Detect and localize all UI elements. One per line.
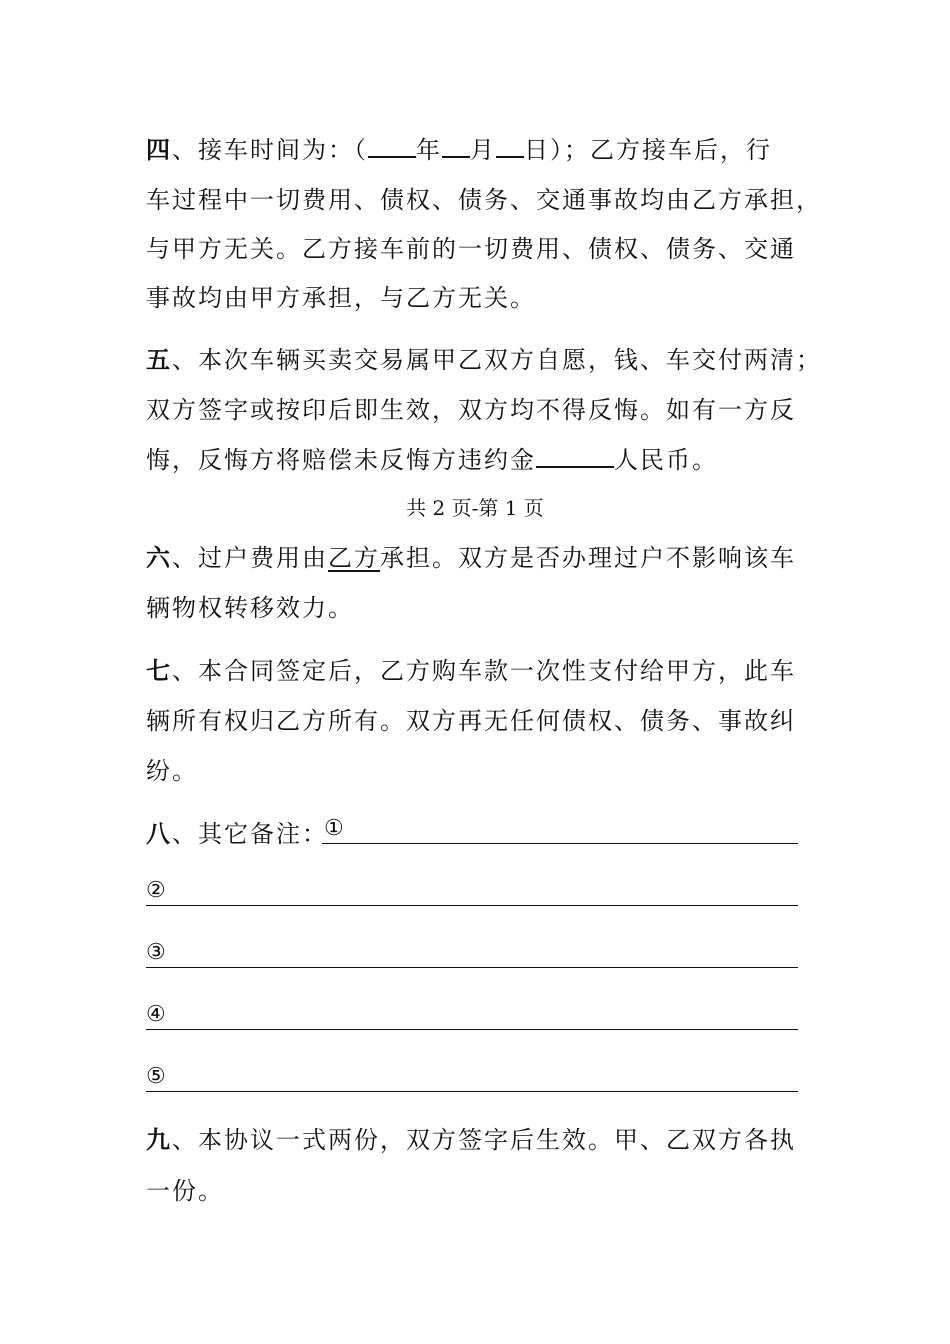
note-marker-2: ② — [146, 878, 166, 903]
note-line-2[interactable] — [146, 874, 796, 906]
clause-7-line-3: 纷。 — [146, 757, 198, 785]
responsible-party: 乙方 — [328, 544, 380, 572]
note-rule-4 — [146, 1029, 798, 1030]
note-line-1[interactable] — [146, 812, 796, 844]
clause-4-line-1 — [146, 134, 772, 166]
clause-7-line-1 — [146, 655, 796, 687]
page-footer: 共 2 页-第 1 页 — [406, 496, 544, 520]
clause-7-line-2: 辆所有权归乙方所有。双方再无任何债权、债务、事故纠 — [146, 707, 796, 735]
day-blank — [496, 134, 524, 158]
clause-4-text-cont: ）；乙方接车后，行 — [550, 136, 772, 164]
note-marker-3: ③ — [146, 940, 166, 965]
note-line-4[interactable] — [146, 998, 796, 1030]
clause-4-line-4: 事故均由甲方承担，与乙方无关。 — [146, 284, 536, 312]
note-marker-5: ⑤ — [146, 1064, 166, 1089]
note-rule-1 — [322, 843, 798, 844]
clause-4-line-2: 车过程中一切费用、债权、债务、交通事故均由乙方承担， — [146, 186, 822, 214]
clause-8-label: 、其它备注： — [172, 820, 328, 848]
clause-6-line-1 — [146, 542, 796, 574]
clause-5-penalty-text: 悔，反悔方将赔偿未反悔方违约金 — [146, 446, 536, 474]
penalty-amount-blank — [536, 444, 614, 468]
clause-4-line-3: 与甲方无关。乙方接车前的一切费用、债权、债务、交通 — [146, 235, 796, 263]
clause-8-number: 八 — [146, 819, 172, 848]
clause-7-number: 七 — [146, 656, 172, 685]
clause-4-text: 、接车时间为：（ — [172, 136, 368, 164]
note-marker-1: ① — [324, 816, 344, 841]
clause-6-line-2: 辆物权转移效力。 — [146, 594, 354, 622]
note-rule-2 — [146, 905, 798, 906]
clause-4-number: 四 — [146, 135, 172, 164]
note-rule-3 — [146, 967, 798, 968]
year-label: 年 — [416, 136, 442, 164]
note-marker-4: ④ — [146, 1002, 166, 1027]
clause-9-text: 、本协议一式两份，双方签字后生效。甲、乙双方各执 — [172, 1126, 796, 1154]
clause-5-number: 五 — [146, 345, 172, 374]
clause-5-line-2: 双方签字或按印后即生效，双方均不得反悔。如有一方反 — [146, 396, 796, 424]
clause-5-currency: 人民币。 — [614, 446, 718, 474]
clause-5-line-1 — [146, 344, 822, 376]
clause-9-line-2: 一份。 — [146, 1177, 224, 1205]
clause-6-text: 、过户费用由 — [172, 544, 328, 572]
clause-5-text: 、本次车辆买卖交易属甲乙双方自愿，钱、车交付两清； — [172, 346, 822, 374]
year-blank — [368, 134, 416, 158]
note-rule-5 — [146, 1091, 798, 1092]
month-label: 月 — [470, 136, 496, 164]
clause-6-number: 六 — [146, 543, 172, 572]
day-label: 日 — [524, 136, 550, 164]
month-blank — [442, 134, 470, 158]
note-line-5[interactable] — [146, 1060, 796, 1092]
clause-5-line-3 — [146, 444, 718, 476]
clause-9-number: 九 — [146, 1125, 172, 1154]
clause-9-line-1 — [146, 1124, 796, 1156]
clause-7-text: 、本合同签定后，乙方购车款一次性支付给甲方，此车 — [172, 657, 796, 685]
note-line-3[interactable] — [146, 936, 796, 968]
clause-6-text-cont: 承担。双方是否办理过户不影响该车 — [380, 544, 796, 572]
